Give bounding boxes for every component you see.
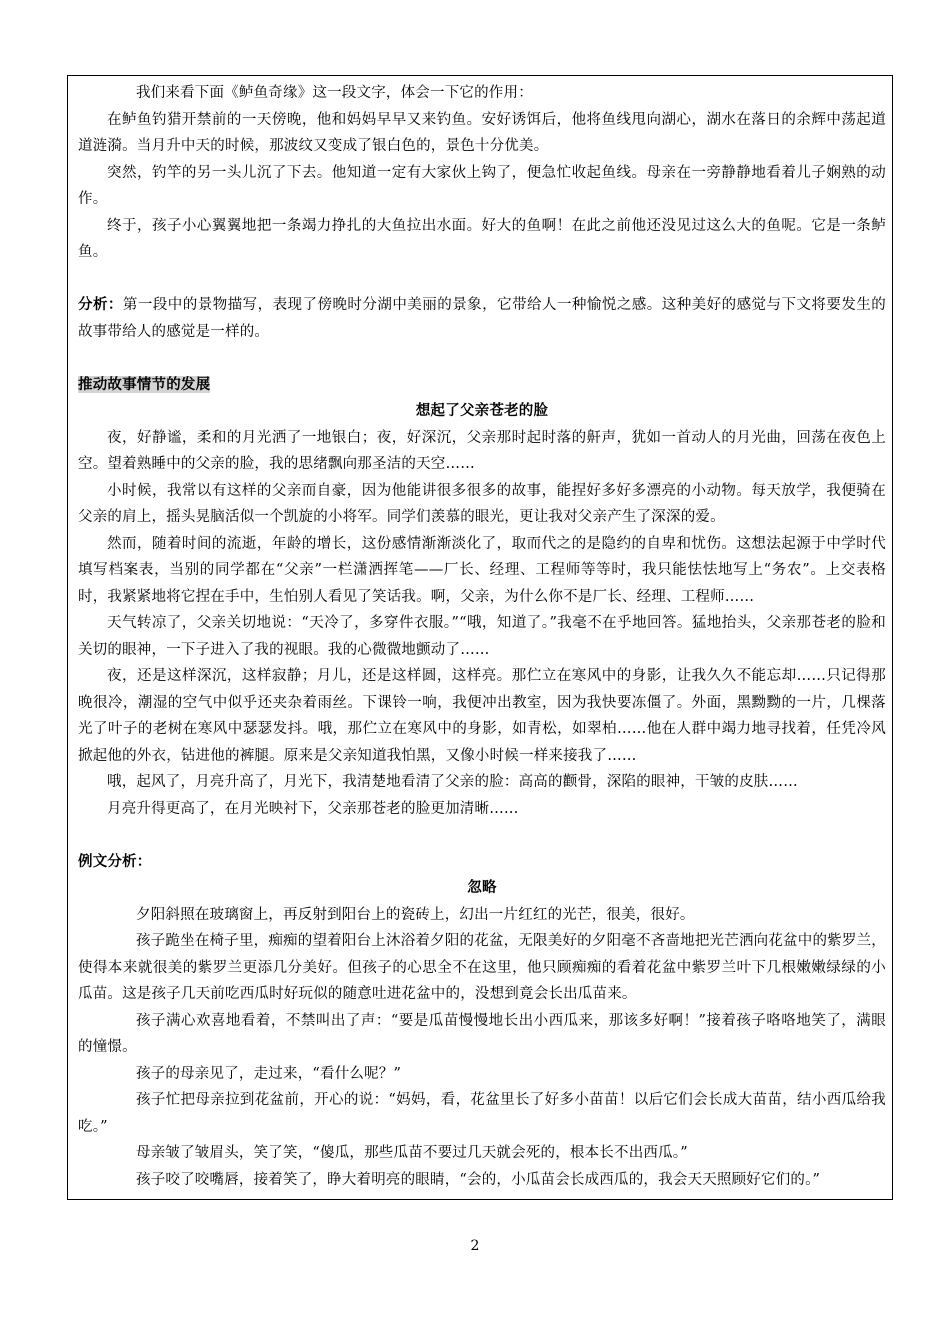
paragraph: 小时候，我常以有这样的父亲而自豪，因为他能讲很多很多的故事，能捏好多好多漂亮的小动物。每天放学，我便骑在父亲的肩上，摇头晃脑活似一个凯旋的小将军。同学们羡慕的眼光，更让我对父亲产生了深深的爱。: [78, 482, 886, 525]
intro-line: 我们来看下面《鲈鱼奇缘》这一段文字，体会一下它的作用：: [136, 85, 533, 101]
analysis-text: 第一段中的景物描写，表现了傍晚时分湖中美丽的景象，它带给人一种愉悦之感。这种美好的感觉与下文将要发生的故事带给人的感觉是一样的。: [78, 297, 886, 340]
section-heading: [78, 372, 886, 399]
paragraph: 哦，起风了，月亮升高了，月光下，我清楚地看清了父亲的脸：高高的颧骨，深陷的眼神，干皱的皮肤……: [107, 774, 798, 790]
paragraph: 夜，好静谧，柔和的月光洒了一地银白；夜，好深沉，父亲那时起时落的鼾声，犹如一首动人的月光曲，回荡在夜色上空。望着熟睡中的父亲的脸，我的思绪飘向那圣洁的天空……: [78, 429, 886, 472]
paragraph: 天气转凉了，父亲关切地说：“天冷了，多穿件衣服。”“哦，知道了。”我毫不在乎地回答。猛地抬头，父亲那苍老的脸和关切的眼神，一下子进入了我的视眼。我的心微微地颤动了……: [78, 615, 886, 658]
paragraph: 孩子跪坐在椅子里，痴痴的望着阳台上沐浴着夕阳的花盆，无限美好的夕阳毫不吝啬地把光芒洒向花盆中的紫罗兰，使得本来就很美的紫罗兰更添几分美好。但孩子的心思全不在这里，他只顾痴痴的看着花盆中紫罗兰叶下几根嫩嫩绿绿的小瓜苗。这是孩子几天前吃西瓜时好玩似的随意吐进花盆中的，没想到竟会长出瓜苗来。: [78, 933, 886, 1002]
essay-title: 想起了父亲苍老的脸: [415, 402, 549, 419]
paragraph: 孩子忙把母亲拉到花盆前，开心的说：“妈妈，看，花盆里长了好多小苗苗！以后它们会长成大苗苗，结小西瓜给我吃。”: [78, 1092, 886, 1135]
paragraph: 夕阳斜照在玻璃窗上，再反射到阳台上的瓷砖上，幻出一片红红的光芒，很美，很好。: [136, 906, 695, 923]
paragraph: 孩子满心欢喜地看着，不禁叫出了声：“要是瓜苗慢慢地长出小西瓜来，那该多好啊！”接着孩子咯咯地笑了，满眼的憧憬。: [78, 1012, 886, 1055]
paragraph: 月亮升得更高了，在月光映衬下，父亲那苍老的脸更加清晰……: [107, 800, 519, 817]
document-body: [78, 80, 886, 1193]
paragraph: 母亲皱了皱眉头，笑了笑，“傻瓜，那些瓜苗不要过几天就会死的，根本长不出西瓜。”: [136, 1145, 688, 1161]
paragraph: 夜，还是这样深沉，这样寂静；月儿，还是这样圆，这样亮。那伫立在寒风中的身影，让我久久不能忘却……只记得那晚很冷，潮湿的空气中似乎还夹杂着雨丝。下课铃一响，我便冲出教室，因为我快要冻僵了。外面，黑黝黝的一片，几棵落光了叶子的老树在寒风中瑟瑟发抖。哦，那伫立在寒风中的身影，如青松，如翠柏……他在人群中竭力地寻找着，任凭冷风掀起他的外衣，钻进他的裤腿。原来是父亲知道我怕黑，又像小时候一样来接我了……: [78, 668, 886, 764]
paragraph: 终于，孩子小心翼翼地把一条竭力挣扎的大鱼拉出水面。好大的鱼啊！在此之前他还没见过这么大的鱼呢。它是一条鲈鱼。: [78, 217, 886, 260]
analysis-paragraph: [78, 292, 886, 345]
section-heading: 例文分析：: [78, 852, 152, 870]
analysis-label: 分析：: [78, 296, 123, 313]
paragraph: 孩子的母亲见了，走过来，“看什么呢？”: [136, 1065, 402, 1082]
page-number: 2: [470, 1238, 480, 1254]
paragraph: 在鲈鱼钓猎开禁前的一天傍晚，他和妈妈早早又来钓鱼。安好诱饵后，他将鱼线甩向湖心，湖水在落日的余辉中荡起道道涟漪。当月升中天的时候，那波纹又变成了银白色的，景色十分优美。: [78, 111, 886, 154]
essay-title: 忽略: [467, 879, 497, 896]
paragraph: 孩子咬了咬嘴唇，接着笑了，睁大着明亮的眼睛，“会的，小瓜苗会长成西瓜的，我会天天照顾好它们的。”: [136, 1171, 821, 1188]
section-heading-highlight: 推动故事情节的发展: [78, 375, 211, 393]
paragraph: 然而，随着时间的流逝，年龄的增长，这份感情渐渐淡化了，取而代之的是隐约的自卑和忧伤。这想法起源于中学时代填写档案表，当别的同学都在“父亲”一栏潇洒挥笔——厂长、经理、工程师等等时，我只能怯怯地写上“务农”。上交表格时，我紧紧地将它捏在手中，生怕别人看见了笑话我。啊，父亲，为什么你不是厂长、经理、工程师……: [78, 535, 886, 605]
paragraph: 突然，钓竿的另一头儿沉了下去。他知道一定有大家伙上钩了，便急忙收起鱼线。母亲在一旁静静地看着儿子娴熟的动作。: [78, 164, 886, 207]
